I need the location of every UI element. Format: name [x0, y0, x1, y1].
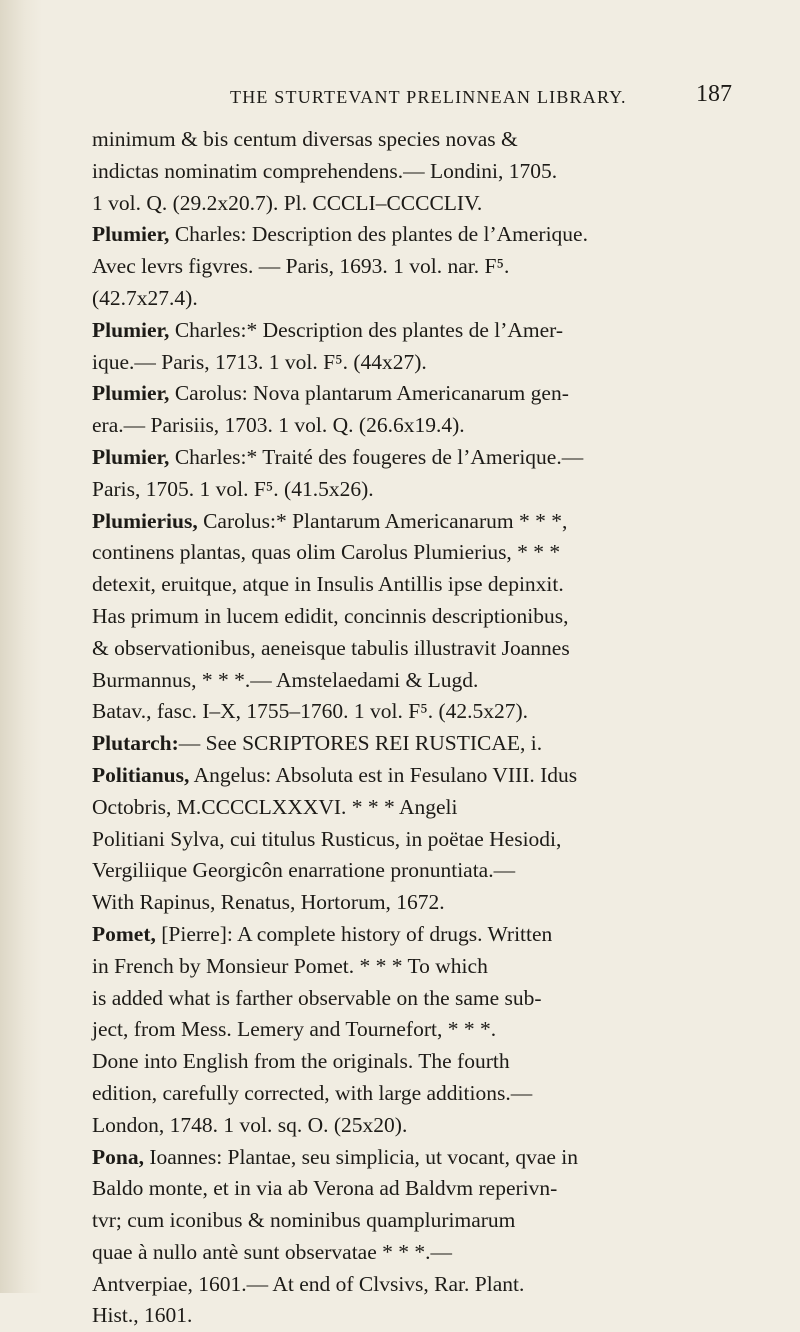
- bibliography-entry: [92, 315, 732, 379]
- page-number: 187: [696, 81, 732, 108]
- bibliography-entries: [92, 124, 732, 1332]
- entry-headword: Plumier,: [92, 445, 169, 469]
- entry-headword: Pona,: [92, 1145, 144, 1169]
- entry-line: Plumier, Carolus: Nova plantarum Americanarum gen-: [118, 378, 732, 410]
- entry-line: London, 1748. 1 vol. sq. O. (25x20).: [118, 1110, 732, 1142]
- entry-headword: Plumier,: [92, 318, 169, 342]
- bibliography-entry: [92, 219, 732, 314]
- entry-line: edition, carefully corrected, with large additions.—: [118, 1078, 732, 1110]
- running-title: THE STURTEVANT PRELINNEAN LIBRARY.: [230, 87, 627, 108]
- entry-line: Burmannus, * * *.— Amstelaedami & Lugd.: [118, 665, 732, 697]
- entry-headword: Pomet,: [92, 922, 156, 946]
- page-binding-shadow: [0, 0, 42, 1293]
- entry-line: Paris, 1705. 1 vol. F⁵. (41.5x26).: [118, 474, 732, 506]
- entry-headword: Plumier,: [92, 222, 169, 246]
- entry-headword: Politianus,: [92, 763, 189, 787]
- entry-line: Octobris, M.CCCCLXXXVI. * * * Angeli: [118, 792, 732, 824]
- entry-line: 1 vol. Q. (29.2x20.7). Pl. CCCLI–CCCCLIV.: [118, 188, 732, 220]
- bibliography-entry: [92, 1142, 732, 1332]
- entry-line: Plumier, Charles: Description des plantes de l’Amerique.: [118, 219, 732, 251]
- entry-line: indictas nominatim comprehendens.— Londini, 1705.: [118, 156, 732, 188]
- entry-line: ique.— Paris, 1713. 1 vol. F⁵. (44x27).: [118, 347, 732, 379]
- entry-line: ject, from Mess. Lemery and Tournefort, * * *.: [118, 1014, 732, 1046]
- entry-line: & observationibus, aeneisque tabulis illustravit Joannes: [118, 633, 732, 665]
- entry-line: in French by Monsieur Pomet. * * * To which: [118, 951, 732, 983]
- bibliography-entry: [92, 124, 732, 219]
- entry-line: With Rapinus, Renatus, Hortorum, 1672.: [118, 887, 732, 919]
- bibliography-entry: [92, 506, 732, 729]
- entry-line: era.— Parisiis, 1703. 1 vol. Q. (26.6x19.4).: [118, 410, 732, 442]
- entry-line: Avec levrs figvres. — Paris, 1693. 1 vol. nar. F⁵.: [118, 251, 732, 283]
- entry-line: is added what is farther observable on the same sub-: [118, 983, 732, 1015]
- entry-line: Batav., fasc. I–X, 1755–1760. 1 vol. F⁵. (42.5x27).: [118, 696, 732, 728]
- entry-headword: Plutarch:: [92, 731, 179, 755]
- bibliography-entry: [92, 760, 732, 919]
- bibliography-entry: [92, 919, 732, 1142]
- entry-line: continens plantas, quas olim Carolus Plumierius, * * *: [118, 537, 732, 569]
- entry-line: Plumier, Charles:* Description des plantes de l’Amer-: [118, 315, 732, 347]
- bibliography-entry: [92, 728, 732, 760]
- entry-line: Plumier, Charles:* Traité des fougeres de l’Amerique.—: [118, 442, 732, 474]
- entry-line: Plumierius, Carolus:* Plantarum Americanarum * * *,: [118, 506, 732, 538]
- entry-line: tvr; cum iconibus & nominibus quamplurimarum: [118, 1205, 732, 1237]
- entry-headword: Plumier,: [92, 381, 169, 405]
- entry-line: Politianus, Angelus: Absoluta est in Fesulano VIII. Idus: [118, 760, 732, 792]
- entry-line: quae à nullo antè sunt observatae * * *.—: [118, 1237, 732, 1269]
- entry-line: minimum & bis centum diversas species novas &: [118, 124, 732, 156]
- running-head: [230, 81, 732, 111]
- entry-line: Baldo monte, et in via ab Verona ad Baldvm reperivn-: [118, 1173, 732, 1205]
- entry-line: Hist., 1601.: [118, 1300, 732, 1332]
- entry-line: Vergiliique Georgicôn enarratione pronuntiata.—: [118, 855, 732, 887]
- bibliography-entry: [92, 442, 732, 506]
- entry-line: detexit, eruitque, atque in Insulis Antillis ipse depinxit.: [118, 569, 732, 601]
- entry-line: Has primum in lucem edidit, concinnis descriptionibus,: [118, 601, 732, 633]
- entry-line: Pomet, [Pierre]: A complete history of drugs. Written: [118, 919, 732, 951]
- entry-headword: Plumierius,: [92, 509, 198, 533]
- entry-line: Pona, Ioannes: Plantae, seu simplicia, ut vocant, qvae in: [118, 1142, 732, 1174]
- entry-line: Antverpiae, 1601.— At end of Clvsivs, Rar. Plant.: [118, 1269, 732, 1301]
- bibliography-entry: [92, 378, 732, 442]
- entry-line: Done into English from the originals. The fourth: [118, 1046, 732, 1078]
- entry-line: (42.7x27.4).: [118, 283, 732, 315]
- entry-line: Politiani Sylva, cui titulus Rusticus, in poëtae Hesiodi,: [118, 824, 732, 856]
- entry-line: Plutarch:— See SCRIPTORES REI RUSTICAE, i.: [118, 728, 732, 760]
